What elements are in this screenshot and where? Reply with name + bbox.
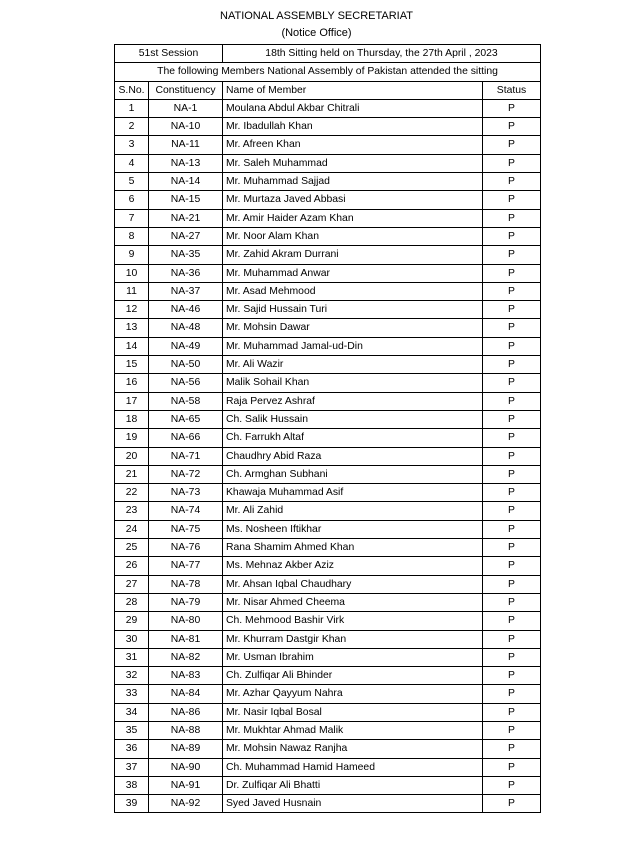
table-row <box>115 520 541 538</box>
column-header-constituency: Constituency <box>149 81 223 99</box>
table-row <box>115 630 541 648</box>
constituency-cell: NA-36 <box>149 264 223 282</box>
document-title: NATIONAL ASSEMBLY SECRETARIAT <box>220 10 413 22</box>
member-name-cell: Ch. Zulfiqar Ali Bhinder <box>223 667 483 685</box>
constituency-cell: NA-90 <box>149 758 223 776</box>
constituency-cell: NA-82 <box>149 648 223 666</box>
member-name-cell: Mr. Saleh Muhammad <box>223 154 483 172</box>
status-cell: P <box>483 557 541 575</box>
serial-number-cell: 35 <box>115 721 149 739</box>
serial-number-cell: 28 <box>115 593 149 611</box>
constituency-cell: NA-50 <box>149 356 223 374</box>
table-row <box>115 612 541 630</box>
member-name-cell: Mr. Nisar Ahmed Cheema <box>223 593 483 611</box>
constituency-cell: NA-91 <box>149 776 223 794</box>
serial-number-cell: 33 <box>115 685 149 703</box>
member-name-cell: Rana Shamim Ahmed Khan <box>223 539 483 557</box>
table-row <box>115 465 541 483</box>
member-name-cell: Malik Sohail Khan <box>223 374 483 392</box>
member-name-cell: Dr. Zulfiqar Ali Bhatti <box>223 776 483 794</box>
serial-number-cell: 19 <box>115 429 149 447</box>
table-row <box>115 740 541 758</box>
status-cell: P <box>483 301 541 319</box>
member-name-cell: Mr. Ali Zahid <box>223 502 483 520</box>
serial-number-cell: 9 <box>115 246 149 264</box>
table-row <box>115 154 541 172</box>
serial-number-cell: 18 <box>115 410 149 428</box>
serial-number-cell: 14 <box>115 337 149 355</box>
table-row <box>115 776 541 794</box>
member-name-cell: Mr. Ali Wazir <box>223 356 483 374</box>
table-row <box>115 99 541 117</box>
column-header-sno: S.No. <box>115 81 149 99</box>
status-cell: P <box>483 209 541 227</box>
status-cell: P <box>483 374 541 392</box>
constituency-cell: NA-76 <box>149 539 223 557</box>
serial-number-cell: 37 <box>115 758 149 776</box>
serial-number-cell: 6 <box>115 191 149 209</box>
member-name-cell: Ch. Muhammad Hamid Hameed <box>223 758 483 776</box>
serial-number-cell: 13 <box>115 319 149 337</box>
constituency-cell: NA-1 <box>149 99 223 117</box>
constituency-cell: NA-65 <box>149 410 223 428</box>
member-name-cell: Mr. Muhammad Anwar <box>223 264 483 282</box>
serial-number-cell: 24 <box>115 520 149 538</box>
member-name-cell: Mr. Ibadullah Khan <box>223 118 483 136</box>
serial-number-cell: 30 <box>115 630 149 648</box>
attendance-table <box>114 44 541 813</box>
member-name-cell: Ch. Armghan Subhani <box>223 465 483 483</box>
constituency-cell: NA-49 <box>149 337 223 355</box>
serial-number-cell: 3 <box>115 136 149 154</box>
table-row <box>115 685 541 703</box>
serial-number-cell: 12 <box>115 301 149 319</box>
constituency-cell: NA-88 <box>149 721 223 739</box>
constituency-cell: NA-81 <box>149 630 223 648</box>
status-cell: P <box>483 136 541 154</box>
status-cell: P <box>483 685 541 703</box>
serial-number-cell: 23 <box>115 502 149 520</box>
table-row <box>115 795 541 813</box>
member-name-cell: Mr. Murtaza Javed Abbasi <box>223 191 483 209</box>
attendance-table-body <box>115 45 541 813</box>
constituency-cell: NA-27 <box>149 227 223 245</box>
serial-number-cell: 20 <box>115 447 149 465</box>
member-name-cell: Mr. Mohsin Nawaz Ranjha <box>223 740 483 758</box>
serial-number-cell: 29 <box>115 612 149 630</box>
constituency-cell: NA-86 <box>149 703 223 721</box>
status-cell: P <box>483 575 541 593</box>
constituency-cell: NA-37 <box>149 282 223 300</box>
status-cell: P <box>483 118 541 136</box>
status-cell: P <box>483 356 541 374</box>
member-name-cell: Chaudhry Abid Raza <box>223 447 483 465</box>
serial-number-cell: 26 <box>115 557 149 575</box>
member-name-cell: Mr. Khurram Dastgir Khan <box>223 630 483 648</box>
constituency-cell: NA-74 <box>149 502 223 520</box>
constituency-cell: NA-10 <box>149 118 223 136</box>
constituency-cell: NA-73 <box>149 484 223 502</box>
serial-number-cell: 1 <box>115 99 149 117</box>
constituency-cell: NA-79 <box>149 593 223 611</box>
constituency-cell: NA-71 <box>149 447 223 465</box>
constituency-cell: NA-83 <box>149 667 223 685</box>
member-name-cell: Ch. Salik Hussain <box>223 410 483 428</box>
table-row <box>115 502 541 520</box>
member-name-cell: Mr. Amir Haider Azam Khan <box>223 209 483 227</box>
member-name-cell: Mr. Usman Ibrahim <box>223 648 483 666</box>
constituency-cell: NA-14 <box>149 173 223 191</box>
serial-number-cell: 34 <box>115 703 149 721</box>
table-row <box>115 227 541 245</box>
table-row <box>115 173 541 191</box>
status-cell: P <box>483 539 541 557</box>
status-cell: P <box>483 740 541 758</box>
serial-number-cell: 36 <box>115 740 149 758</box>
table-row <box>115 703 541 721</box>
serial-number-cell: 39 <box>115 795 149 813</box>
serial-number-cell: 10 <box>115 264 149 282</box>
column-header-status: Status <box>483 81 541 99</box>
serial-number-cell: 15 <box>115 356 149 374</box>
serial-number-cell: 2 <box>115 118 149 136</box>
serial-number-cell: 16 <box>115 374 149 392</box>
member-name-cell: Mr. Noor Alam Khan <box>223 227 483 245</box>
status-cell: P <box>483 465 541 483</box>
status-cell: P <box>483 795 541 813</box>
table-row <box>115 410 541 428</box>
status-cell: P <box>483 502 541 520</box>
status-cell: P <box>483 227 541 245</box>
member-name-cell: Mr. Muhammad Sajjad <box>223 173 483 191</box>
serial-number-cell: 25 <box>115 539 149 557</box>
serial-number-cell: 4 <box>115 154 149 172</box>
constituency-cell: NA-80 <box>149 612 223 630</box>
status-cell: P <box>483 154 541 172</box>
session-name: 51st Session <box>115 45 223 63</box>
member-name-cell: Ms. Nosheen Iftikhar <box>223 520 483 538</box>
serial-number-cell: 31 <box>115 648 149 666</box>
table-row <box>115 118 541 136</box>
status-cell: P <box>483 484 541 502</box>
status-cell: P <box>483 776 541 794</box>
member-name-cell: Mr. Nasir Iqbal Bosal <box>223 703 483 721</box>
status-cell: P <box>483 392 541 410</box>
member-name-cell: Mr. Mohsin Dawar <box>223 319 483 337</box>
member-name-cell: Mr. Zahid Akram Durrani <box>223 246 483 264</box>
status-cell: P <box>483 429 541 447</box>
status-cell: P <box>483 173 541 191</box>
constituency-cell: NA-75 <box>149 520 223 538</box>
member-name-cell: Mr. Sajid Hussain Turi <box>223 301 483 319</box>
status-cell: P <box>483 593 541 611</box>
member-name-cell: Syed Javed Husnain <box>223 795 483 813</box>
table-row <box>115 356 541 374</box>
table-row <box>115 484 541 502</box>
constituency-cell: NA-56 <box>149 374 223 392</box>
member-name-cell: Ch. Farrukh Altaf <box>223 429 483 447</box>
status-cell: P <box>483 282 541 300</box>
member-name-cell: Khawaja Muhammad Asif <box>223 484 483 502</box>
member-name-cell: Mr. Afreen Khan <box>223 136 483 154</box>
table-row <box>115 337 541 355</box>
sitting-details: 18th Sitting held on Thursday, the 27th April , 2023 <box>223 45 541 63</box>
constituency-cell: NA-58 <box>149 392 223 410</box>
table-row <box>115 136 541 154</box>
table-row <box>115 429 541 447</box>
status-cell: P <box>483 612 541 630</box>
constituency-cell: NA-15 <box>149 191 223 209</box>
serial-number-cell: 8 <box>115 227 149 245</box>
constituency-cell: NA-11 <box>149 136 223 154</box>
table-row <box>115 191 541 209</box>
table-row <box>115 648 541 666</box>
member-name-cell: Mr. Asad Mehmood <box>223 282 483 300</box>
constituency-cell: NA-78 <box>149 575 223 593</box>
constituency-cell: NA-84 <box>149 685 223 703</box>
table-row <box>115 392 541 410</box>
member-name-cell: Mr. Mukhtar Ahmad Malik <box>223 721 483 739</box>
table-row <box>115 374 541 392</box>
serial-number-cell: 17 <box>115 392 149 410</box>
column-header-row <box>115 81 541 99</box>
status-cell: P <box>483 630 541 648</box>
status-cell: P <box>483 264 541 282</box>
table-row <box>115 301 541 319</box>
member-name-cell: Raja Pervez Ashraf <box>223 392 483 410</box>
column-header-name: Name of Member <box>223 81 483 99</box>
member-name-cell: Mr. Ahsan Iqbal Chaudhary <box>223 575 483 593</box>
session-row <box>115 45 541 63</box>
status-cell: P <box>483 191 541 209</box>
status-cell: P <box>483 337 541 355</box>
serial-number-cell: 7 <box>115 209 149 227</box>
member-name-cell: Ms. Mehnaz Akber Aziz <box>223 557 483 575</box>
status-cell: P <box>483 758 541 776</box>
table-row <box>115 264 541 282</box>
constituency-cell: NA-13 <box>149 154 223 172</box>
document-subtitle: (Notice Office) <box>281 27 352 39</box>
table-row <box>115 282 541 300</box>
status-cell: P <box>483 246 541 264</box>
caption-row <box>115 63 541 81</box>
constituency-cell: NA-72 <box>149 465 223 483</box>
table-row <box>115 447 541 465</box>
status-cell: P <box>483 319 541 337</box>
serial-number-cell: 38 <box>115 776 149 794</box>
constituency-cell: NA-92 <box>149 795 223 813</box>
status-cell: P <box>483 99 541 117</box>
constituency-cell: NA-89 <box>149 740 223 758</box>
serial-number-cell: 22 <box>115 484 149 502</box>
status-cell: P <box>483 648 541 666</box>
constituency-cell: NA-77 <box>149 557 223 575</box>
table-row <box>115 575 541 593</box>
status-cell: P <box>483 703 541 721</box>
table-row <box>115 758 541 776</box>
status-cell: P <box>483 721 541 739</box>
table-row <box>115 209 541 227</box>
serial-number-cell: 27 <box>115 575 149 593</box>
table-row <box>115 557 541 575</box>
serial-number-cell: 5 <box>115 173 149 191</box>
member-name-cell: Mr. Muhammad Jamal-ud-Din <box>223 337 483 355</box>
status-cell: P <box>483 667 541 685</box>
serial-number-cell: 32 <box>115 667 149 685</box>
constituency-cell: NA-46 <box>149 301 223 319</box>
member-name-cell: Moulana Abdul Akbar Chitrali <box>223 99 483 117</box>
member-name-cell: Ch. Mehmood Bashir Virk <box>223 612 483 630</box>
table-row <box>115 721 541 739</box>
table-row <box>115 667 541 685</box>
serial-number-cell: 11 <box>115 282 149 300</box>
constituency-cell: NA-66 <box>149 429 223 447</box>
constituency-cell: NA-21 <box>149 209 223 227</box>
table-row <box>115 539 541 557</box>
serial-number-cell: 21 <box>115 465 149 483</box>
table-row <box>115 319 541 337</box>
member-name-cell: Mr. Azhar Qayyum Nahra <box>223 685 483 703</box>
table-caption: The following Members National Assembly of Pakistan attended the sitting <box>115 63 541 81</box>
status-cell: P <box>483 410 541 428</box>
status-cell: P <box>483 520 541 538</box>
table-row <box>115 593 541 611</box>
status-cell: P <box>483 447 541 465</box>
constituency-cell: NA-35 <box>149 246 223 264</box>
table-row <box>115 246 541 264</box>
constituency-cell: NA-48 <box>149 319 223 337</box>
